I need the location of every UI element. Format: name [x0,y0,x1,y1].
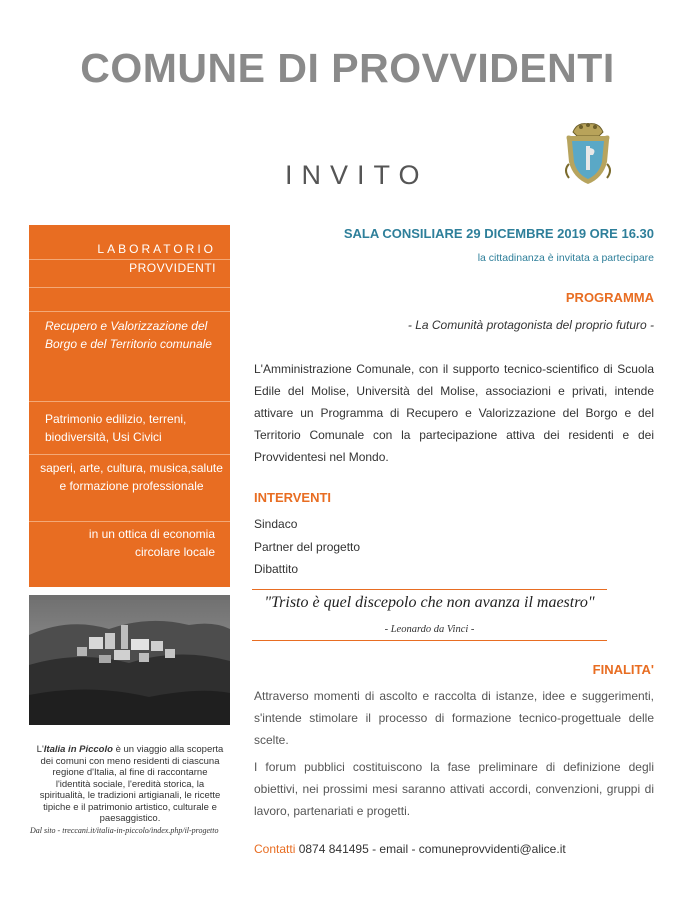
interventi-item: Dibattito [254,562,299,576]
finalita-paragraph: I forum pubblici costituiscono la fase preliminare di definizione degli obiettivi, nei prossimi mesi saranno attivati accordi, convenzioni, gruppi di lavoro, partenariati e progetti. [254,760,654,818]
source-note: Dal sito - treccani.it/italia-in-piccolo/index.php/il-progetto [30,826,219,835]
ottica-text: in un ottica di economia circolare locale [88,527,215,559]
interventi-item: Sindaco [254,517,298,531]
page-title: COMUNE DI PROVVIDENTI [80,45,615,91]
coat-of-arms-icon [563,118,613,188]
programma-heading: PROGRAMMA [565,290,654,305]
italia-in-piccolo-note [36,744,224,825]
contatti-text: 0874 841495 - email - comuneprovvidenti@alice.it [295,842,566,856]
contatti-line [254,842,566,856]
village-photo [29,595,230,725]
divider [252,589,607,590]
interventi-item: Partner del progetto [254,540,361,554]
recupero-text: Recupero e Valorizzazione del Borgo e del Territorio comunale [45,319,212,351]
event-date-location: SALA CONSILIARE 29 DICEMBRE 2019 ORE 16.30 [343,226,654,241]
italia-text: è un viaggio alla scoperta dei comuni con meno residenti di ciascuna regione d'Italia, al fine di raccontarne l'identità sociale, l'eredità storica, la spiritualità, le tradizioni artigianali, le ricette tipiche e il patrimonio artistico, culturale e paesaggistico. [39,744,224,824]
saperi-text: saperi, arte, cultura, musica,salute e formazione professionale [40,461,223,493]
laboratorio-label: LABORATORIO [97,242,216,256]
laboratorio-sidebar [29,225,230,587]
quote-text: "Tristo è quel discepolo che non avanza il maestro" [264,594,595,611]
finalita-heading: FINALITA' [592,662,654,677]
contatti-label: Contatti [254,842,296,856]
interventi-heading: INTERVENTI [254,490,332,505]
italia-prefix: L' [36,744,44,755]
patrimonio-text: Patrimonio edilizio, terreni, biodiversità, Usi Civici [45,412,187,444]
provvidenti-label: PROVVIDENTI [129,261,216,275]
italia-name: Italia in Piccolo [43,744,113,755]
invito-heading: INVITO [285,160,429,190]
programma-body: L'Amministrazione Comunale, con il supporto tecnico-scientifico di Scuola Edile del Molise, Università del Molise, associazioni e privati, intende attivare un Programma di Recupero e Valorizzazione del Borgo e del Territorio Comunale con la partecipazione attiva dei residenti e dei Provvidentesi nel Mondo. [254,362,654,464]
cittadinanza-note: la cittadinanza è invitata a partecipare [477,252,654,264]
quote-author: - Leonardo da Vinci - [384,624,475,635]
divider [252,640,607,641]
programma-motto: - La Comunità protagonista del proprio futuro - [407,318,654,332]
finalita-paragraph: Attraverso momenti di ascolto e raccolta di istanze, idee e suggerimenti, s'intende stimolare il processo di formazione tecnico-progettuale delle scelte. [254,689,654,747]
